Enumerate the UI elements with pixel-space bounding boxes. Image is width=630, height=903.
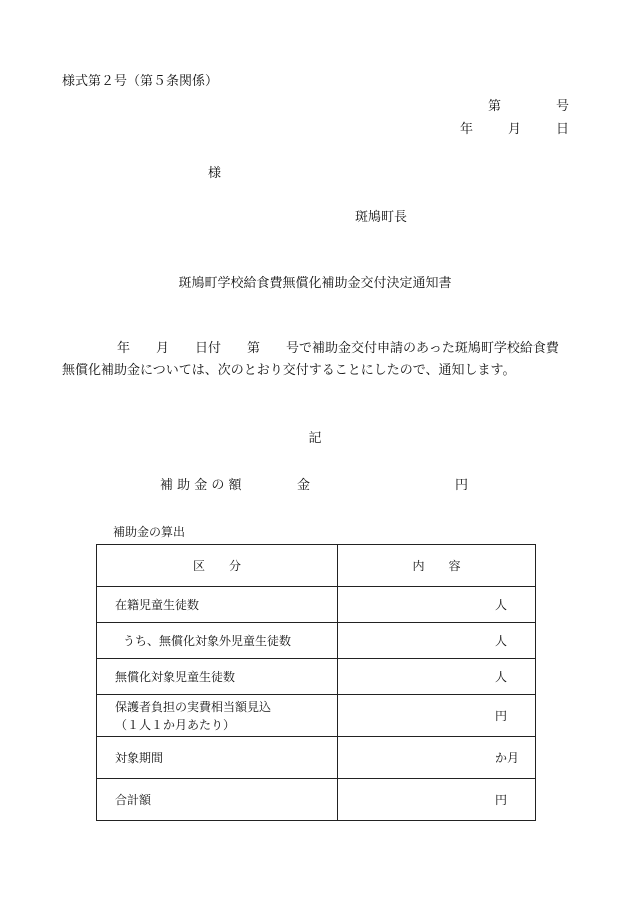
subsidy-amount-label: 補 助 金 の 額	[160, 478, 242, 493]
table-row	[97, 623, 536, 659]
row-item: 合計額	[97, 779, 338, 821]
table-row	[97, 779, 536, 821]
row-item: 無償化対象児童生徒数	[97, 659, 338, 695]
row-unit: 人	[338, 659, 536, 695]
row-item: 対象期間	[97, 737, 338, 779]
row-unit: 人	[338, 587, 536, 623]
subsidy-amount-prefix: 金	[297, 478, 311, 493]
header-category: 区 分	[97, 545, 338, 587]
addressee: 様	[208, 166, 222, 181]
table-row	[97, 737, 536, 779]
document-title: 斑鳩町学校給食費無償化補助金交付決定通知書	[178, 276, 452, 291]
table-row	[97, 659, 536, 695]
body-text	[62, 338, 577, 382]
form-number: 様式第２号（第５条関係）	[62, 74, 219, 89]
table-row	[97, 587, 536, 623]
header-content: 内 容	[338, 545, 536, 587]
subsidy-amount-unit: 円	[455, 478, 469, 493]
row-item: 在籍児童生徒数	[97, 587, 338, 623]
calculation-table	[96, 544, 536, 821]
date-year: 年	[460, 122, 474, 137]
row-item-main: 保護者負担の実費相当額見込	[115, 699, 272, 714]
row-unit: 人	[338, 623, 536, 659]
body-line-2: 無償化補助金については、次のとおり交付することにしたので、通知します。	[62, 363, 516, 378]
table-row	[97, 695, 536, 737]
row-unit: か月	[338, 737, 536, 779]
row-unit: 円	[338, 695, 536, 737]
doc-number-suffix: 号	[556, 99, 570, 114]
issuer: 斑鳩町長	[355, 210, 408, 225]
doc-number-prefix: 第	[488, 99, 502, 114]
row-item	[97, 695, 338, 737]
ki-heading: 記	[308, 431, 322, 446]
calculation-label: 補助金の算出	[113, 525, 186, 539]
table-header-row	[97, 545, 536, 587]
date-day: 日	[556, 122, 570, 137]
body-line-1: 年 月 日付 第 号で補助金交付申請のあった斑鳩町学校給食費	[117, 341, 559, 356]
row-item-note: （１人１か月あたり）	[115, 717, 236, 732]
row-unit: 円	[338, 779, 536, 821]
row-item: うち、無償化対象外児童生徒数	[97, 623, 338, 659]
date-month: 月	[508, 122, 522, 137]
